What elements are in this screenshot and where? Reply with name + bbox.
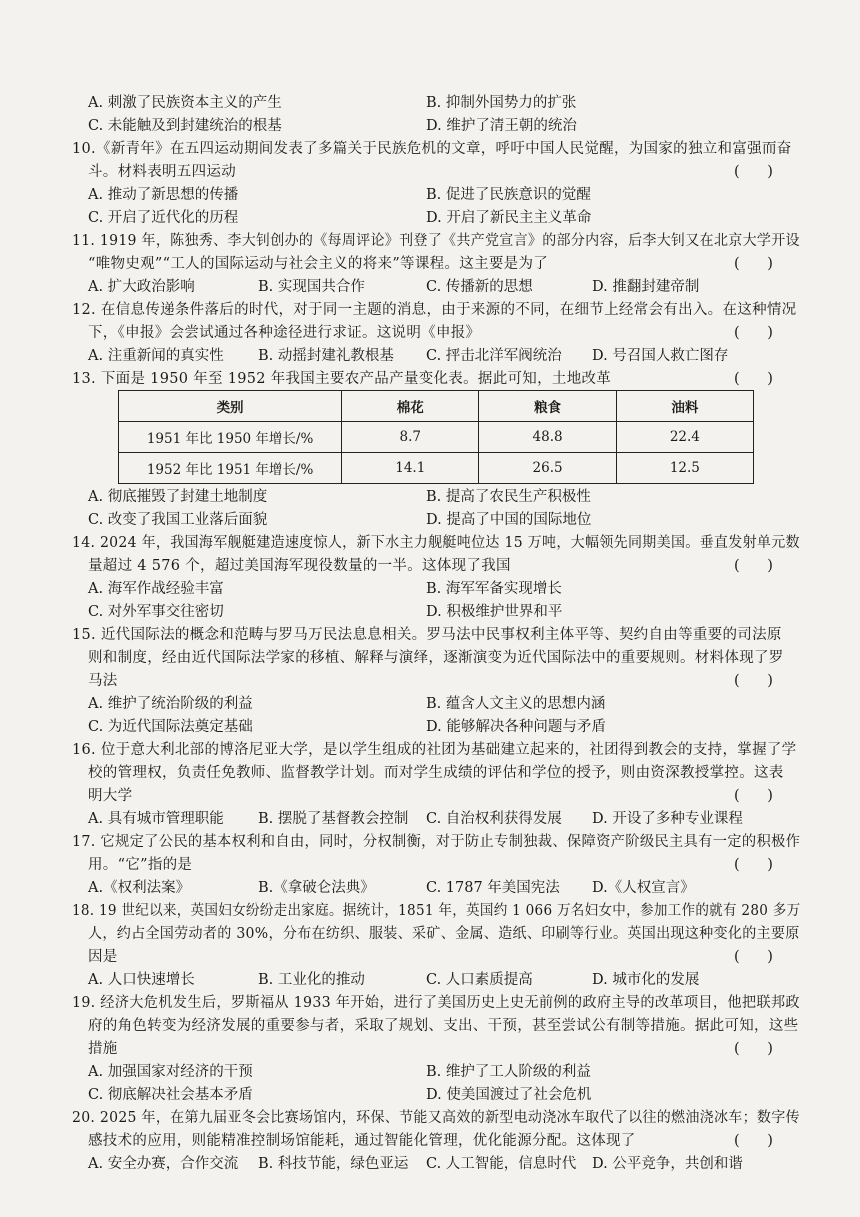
q16-answer-bracket: ( ): [734, 788, 773, 804]
q17-stem-line-1: 17. 它规定了公民的基本权利和自由，同时，分权制衡，对于防止专制独裁、保障资产阶级民主具有一定的积极作: [72, 834, 801, 850]
q14-option-c: C. 对外军事交往密切: [88, 604, 224, 620]
table-cell: 26.5: [479, 453, 616, 484]
q18-option-a: A. 人口快速增长: [88, 972, 195, 988]
q10-option-c: C. 开启了近代化的历程: [88, 210, 239, 226]
table-row: [119, 422, 754, 453]
q14-stem-line-2: 量超过 4 576 个，超过美国海军现役数量的一半。这体现了我国: [88, 558, 511, 574]
q13-stem-line-1: 13. 下面是 1950 年至 1952 年我国主要农产品产量变化表。据此可知，土地改革: [72, 371, 612, 387]
q16-option-b: B. 摆脱了基督教会控制: [258, 811, 409, 827]
q18-stem-line-2: 人，约占全国劳动者的 30%，分布在纺织、服装、采矿、金属、造纸、印刷等行业。英国出现这种变化的主要原: [88, 926, 800, 942]
q12-option-c: C. 抨击北洋军阀统治: [426, 348, 562, 364]
table-cell: 48.8: [479, 422, 616, 453]
q16-option-d: D. 开设了多种专业课程: [592, 811, 743, 827]
table-cell: 1952 年比 1951 年增长/%: [119, 453, 342, 484]
q15-option-b: B. 蕴含人文主义的思想内涵: [426, 696, 606, 712]
q16-stem-line-2: 校的管理权，负责任免教师、监督教学计划。而对学生成绩的评估和学位的授予，则由资深教授掌控。这表: [88, 765, 784, 781]
q17-option-a: A.《权利法案》: [88, 880, 191, 896]
q10-stem-line-1: 10.《新青年》在五四运动期间发表了多篇关于民族危机的文章，呼吁中国人民觉醒，为国家的独立和富强而奋: [72, 141, 792, 157]
q18-option-b: B. 工业化的推动: [258, 972, 365, 988]
q19-option-b: B. 维护了工人阶级的利益: [426, 1064, 591, 1080]
q9-option-a: A. 刺激了民族资本主义的产生: [88, 95, 282, 111]
q14-option-a: A. 海军作战经验丰富: [88, 581, 224, 597]
q15-option-a: A. 维护了统治阶级的利益: [88, 696, 253, 712]
q15-option-d: D. 能够解决各种问题与矛盾: [426, 719, 606, 735]
q11-answer-bracket: ( ): [734, 256, 773, 272]
q13-option-d: D. 提高了中国的国际地位: [426, 512, 592, 528]
q11-stem-line-1: 11. 1919 年，陈独秀、李大钊创办的《每周评论》刊登了《共产党宣言》的部分内容，后李大钊又在北京大学开设: [72, 233, 800, 249]
q13-answer-bracket: ( ): [734, 371, 773, 387]
q13-option-c: C. 改变了我国工业落后面貌: [88, 512, 268, 528]
q19-stem-line-1: 19. 经济大危机发生后，罗斯福从 1933 年开始，进行了美国历史上史无前例的政府主导的改革项目，他把联邦政: [72, 995, 800, 1011]
q16-stem-line-3: 明大学: [88, 788, 133, 804]
q19-stem-line-3: 措施: [88, 1041, 118, 1057]
q16-option-c: C. 自治权利获得发展: [426, 811, 562, 827]
q12-answer-bracket: ( ): [734, 325, 773, 341]
q17-option-b: B.《拿破仑法典》: [258, 880, 375, 896]
table-header-cell: 粮食: [479, 391, 616, 422]
q17-option-c: C. 1787 年美国宪法: [426, 880, 560, 896]
q19-option-a: A. 加强国家对经济的干预: [88, 1064, 253, 1080]
q20-option-a: A. 安全办赛，合作交流: [88, 1156, 239, 1172]
q18-stem-line-3: 因是: [88, 949, 118, 965]
table-header-cell: 棉花: [342, 391, 479, 422]
table-cell: 12.5: [616, 453, 753, 484]
q10-option-a: A. 推动了新思想的传播: [88, 187, 239, 203]
q16-stem-line-1: 16. 位于意大利北部的博洛尼亚大学，是以学生组成的社团为基础建立起来的，社团得到教会的支持，掌握了学: [72, 742, 797, 758]
q19-answer-bracket: ( ): [734, 1041, 773, 1057]
q14-answer-bracket: ( ): [734, 558, 773, 574]
q14-stem-line-1: 14. 2024 年，我国海军舰艇建造速度惊人，新下水主力舰艇吨位达 15 万吨，大幅领先同期美国。垂直发射单元数: [72, 535, 800, 551]
q13-yield-table: [118, 390, 754, 484]
q10-option-b: B. 促进了民族意识的觉醒: [426, 187, 591, 203]
q12-option-b: B. 动摇封建礼教根基: [258, 348, 394, 364]
q18-option-c: C. 人口素质提高: [426, 972, 533, 988]
table-cell: 14.1: [342, 453, 479, 484]
q14-option-b: B. 海军军备实现增长: [426, 581, 562, 597]
q15-answer-bracket: ( ): [734, 673, 773, 689]
q11-option-c: C. 传播新的思想: [426, 279, 533, 295]
q20-stem-line-2: 感技术的应用，则能精准控制场馆能耗，通过智能化管理，优化能源分配。这体现了: [88, 1133, 636, 1149]
q13-option-a: A. 彻底摧毁了封建土地制度: [88, 489, 268, 505]
q17-answer-bracket: ( ): [734, 857, 773, 873]
q20-option-d: D. 公平竞争，共创和谐: [592, 1156, 743, 1172]
q12-option-a: A. 注重新闻的真实性: [88, 348, 224, 364]
table-row: [119, 453, 754, 484]
q18-answer-bracket: ( ): [734, 949, 773, 965]
q20-stem-line-1: 20. 2025 年，在第九届亚冬会比赛场馆内，环保、节能又高效的新型电动浇冰车取代了以往的燃油浇冰车；数字传: [72, 1110, 800, 1126]
q18-stem-line-1: 18. 19 世纪以来，英国妇女纷纷走出家庭。据统计，1851 年，英国约 1 066 万名妇女中，参加工作的就有 280 多万: [72, 903, 801, 919]
q18-option-d: D. 城市化的发展: [592, 972, 700, 988]
q9-option-c: C. 未能触及到封建统治的根基: [88, 118, 282, 134]
table-cell: 1951 年比 1950 年增长/%: [119, 422, 342, 453]
q19-option-c: C. 彻底解决社会基本矛盾: [88, 1087, 253, 1103]
q20-answer-bracket: ( ): [734, 1133, 773, 1149]
table-header-row: [119, 391, 754, 422]
q12-stem-line-2: 下，《申报》会尝试通过各种途径进行求证。这说明《申报》: [88, 325, 481, 341]
q15-stem-line-3: 马法: [88, 673, 118, 689]
q11-stem-line-2: “唯物史观”“工人的国际运动与社会主义的将来”等课程。这主要是为了: [88, 256, 549, 272]
table-header-cell: 类别: [119, 391, 342, 422]
q20-option-b: B. 科技节能，绿色亚运: [258, 1156, 409, 1172]
q15-option-c: C. 为近代国际法奠定基础: [88, 719, 253, 735]
q9-option-d: D. 维护了清王朝的统治: [426, 118, 577, 134]
q20-option-c: C. 人工智能，信息时代: [426, 1156, 577, 1172]
q10-option-d: D. 开启了新民主主义革命: [426, 210, 592, 226]
q13-option-b: B. 提高了农民生产积极性: [426, 489, 591, 505]
q17-stem-line-2: 用。“它”指的是: [88, 857, 193, 873]
q19-stem-line-2: 府的角色转变为经济发展的重要参与者，采取了规划、支出、干预，甚至尝试公有制等措施。据此可知，这些: [88, 1018, 799, 1034]
q15-stem-line-1: 15. 近代国际法的概念和范畴与罗马万民法息息相关。罗马法中民事权利主体平等、契约自由等重要的司法原: [72, 627, 782, 643]
q11-option-a: A. 扩大政治影响: [88, 279, 195, 295]
q19-option-d: D. 使美国渡过了社会危机: [426, 1087, 592, 1103]
q11-option-d: D. 推翻封建帝制: [592, 279, 700, 295]
table-cell: 8.7: [342, 422, 479, 453]
table-header-cell: 油料: [616, 391, 753, 422]
table-cell: 22.4: [616, 422, 753, 453]
q15-stem-line-2: 则和制度，经由近代国际法学家的移植、解释与演绎，逐渐演变为近代国际法中的重要规则。材料体现了罗: [88, 650, 784, 666]
q10-stem-line-2: 斗。材料表明五四运动: [88, 164, 236, 180]
q14-option-d: D. 积极维护世界和平: [426, 604, 563, 620]
q12-stem-line-1: 12. 在信息传递条件落后的时代，对于同一主题的消息，由于来源的不同，在细节上经常会有出入。在这种情况: [72, 302, 797, 318]
q10-answer-bracket: ( ): [734, 164, 773, 180]
q11-option-b: B. 实现国共合作: [258, 279, 365, 295]
q16-option-a: A. 具有城市管理职能: [88, 811, 224, 827]
q12-option-d: D. 号召国人救亡图存: [592, 348, 729, 364]
q9-option-b: B. 抑制外国势力的扩张: [426, 95, 577, 111]
q17-option-d: D.《人权宣言》: [592, 880, 695, 896]
